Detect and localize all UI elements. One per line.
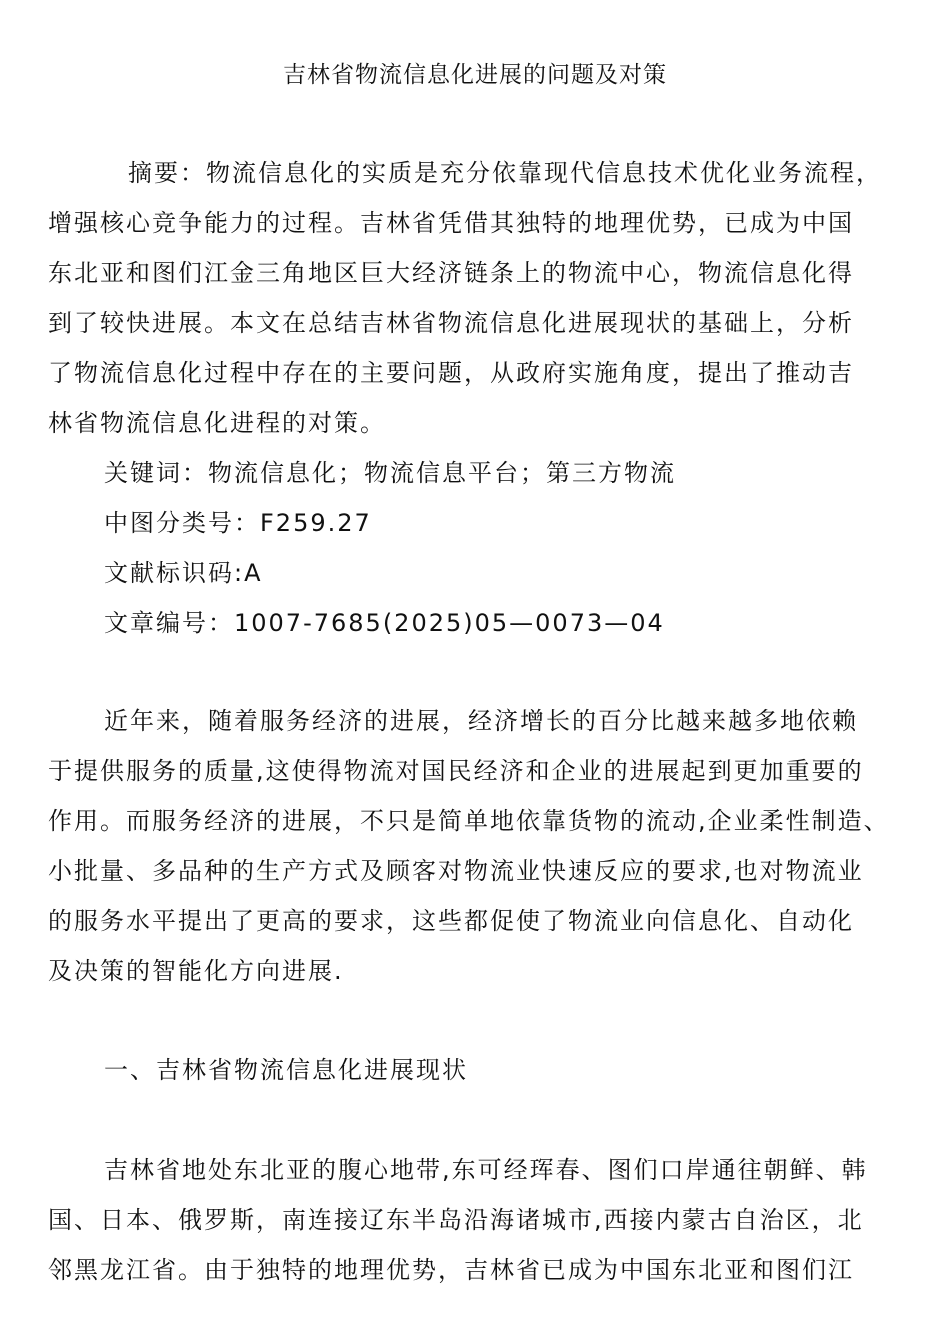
document-code-line: 文献标识码:A	[104, 559, 263, 587]
intro-line: 近年来，随着服务经济的进展，经济增长的百分比越来越多地依赖	[104, 707, 858, 735]
section1-line: 邻黑龙江省。由于独特的地理优势，吉林省已成为中国东北亚和图们江	[48, 1256, 854, 1284]
section1-line: 国、日本、俄罗斯，南连接辽东半岛沿海诸城市,西接内蒙古自治区，北	[48, 1206, 864, 1234]
intro-paragraph	[48, 696, 888, 996]
keywords-line: 关键词：物流信息化；物流信息平台；第三方物流	[104, 459, 676, 487]
abstract-paragraph	[48, 148, 888, 448]
document-title: 吉林省物流信息化进展的问题及对策	[283, 62, 667, 88]
abstract-line: 摘要：物流信息化的实质是充分依靠现代信息技术优化业务流程，	[128, 159, 882, 187]
intro-line: 的服务水平提出了更高的要求，这些都促使了物流业向信息化、自动化	[48, 907, 854, 935]
classification-line: 中图分类号：F259.27	[104, 509, 372, 537]
abstract-line: 东北亚和图们江金三角地区巨大经济链条上的物流中心，物流信息化得	[48, 259, 854, 287]
section1-line: 吉林省地处东北亚的腹心地带,东可经珲春、图们口岸通往朝鲜、韩	[104, 1156, 868, 1184]
intro-line: 于提供服务的质量,这使得物流对国民经济和企业的进展起到更加重要的	[48, 757, 864, 785]
abstract-line: 了物流信息化过程中存在的主要问题，从政府实施角度，提出了推动吉	[48, 359, 854, 387]
intro-line: 及决策的智能化方向进展.	[48, 957, 344, 985]
section1-paragraph	[48, 1145, 888, 1295]
abstract-line: 林省物流信息化进程的对策。	[48, 409, 386, 437]
abstract-line: 到了较快进展。本文在总结吉林省物流信息化进展现状的基础上，分析	[48, 309, 854, 337]
intro-line: 作用。而服务经济的进展，不只是简单地依靠货物的流动,企业柔性制造、	[48, 807, 890, 835]
intro-line: 小批量、多品种的生产方式及顾客对物流业快速反应的要求,也对物流业	[48, 857, 864, 885]
article-number-line: 文章编号：1007-7685(2025)05—0073—04	[104, 609, 665, 637]
abstract-line: 增强核心竞争能力的过程。吉林省凭借其独特的地理优势，已成为中国	[48, 209, 854, 237]
section-heading: 一、吉林省物流信息化进展现状	[104, 1056, 468, 1084]
